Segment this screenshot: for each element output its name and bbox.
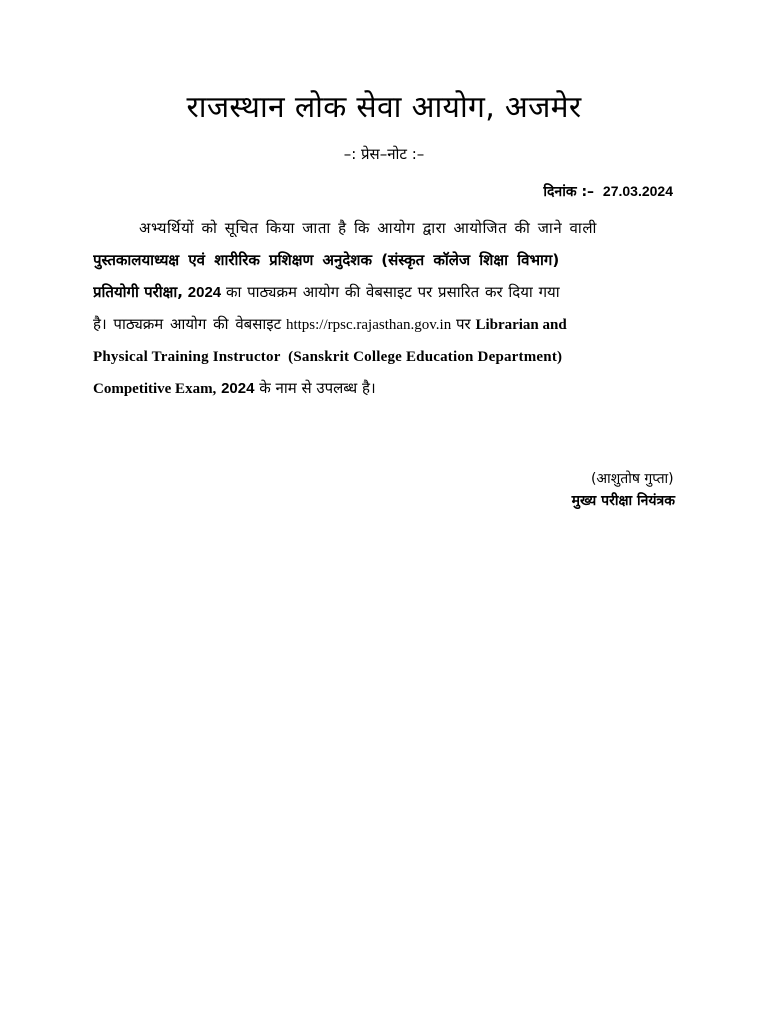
notice-body [93, 212, 675, 404]
exam-name-hindi: पुस्तकालयाध्यक्ष एवं शारीरिक प्रशिक्षण अनुदेशक (संस्कृत कॉलेज शिक्षा विभाग) [93, 251, 560, 269]
date-label: दिनांक :– [543, 184, 595, 200]
body-line-5 [93, 340, 675, 372]
body-line-6-rest: के नाम से उपलब्ध है। [259, 379, 376, 397]
body-line-3 [93, 276, 675, 308]
body-line-4-pre: है। पाठ्यक्रम आयोग की वेबसाइट [93, 315, 282, 333]
signatory-designation: मुख्य परीक्षा नियंत्रक [571, 493, 675, 509]
page-title: राजस्थान लोक सेवा आयोग, अजमेर [186, 90, 582, 125]
exam-year-2: 2024 [221, 380, 255, 397]
body-line-4 [93, 308, 675, 340]
date-value: 27.03.2024 [602, 183, 673, 199]
signature-block [572, 468, 675, 512]
body-line-3-rest: का पाठ्यक्रम आयोग की वेबसाइट पर प्रसारित कर दिया गया [225, 283, 560, 301]
exam-name-english-part3: Competitive Exam, [93, 381, 217, 397]
exam-year-1: 2024 [187, 284, 222, 301]
press-note-subtitle: –: प्रेस–नोट :– [343, 145, 425, 163]
body-line-2 [93, 244, 675, 276]
body-line-1-text: अभ्यर्थियों को सूचित किया जाता है कि आयोग द्वारा आयोजित की जाने वाली [139, 219, 597, 237]
body-line-1 [93, 212, 675, 244]
exam-name-english-part1: Librarian and [475, 317, 567, 333]
exam-type-hindi: प्रतियोगी परीक्षा, [93, 283, 183, 301]
website-url: https://rpsc.rajasthan.gov.in [285, 317, 452, 333]
body-line-4-mid: पर [456, 315, 471, 333]
exam-name-english-part2: Physical Training Instructor (Sanskrit College Education Department) [93, 349, 563, 365]
signatory-name: (आशुतोष गुप्ता) [590, 471, 674, 487]
body-line-6 [93, 372, 675, 404]
date-line [543, 179, 673, 204]
